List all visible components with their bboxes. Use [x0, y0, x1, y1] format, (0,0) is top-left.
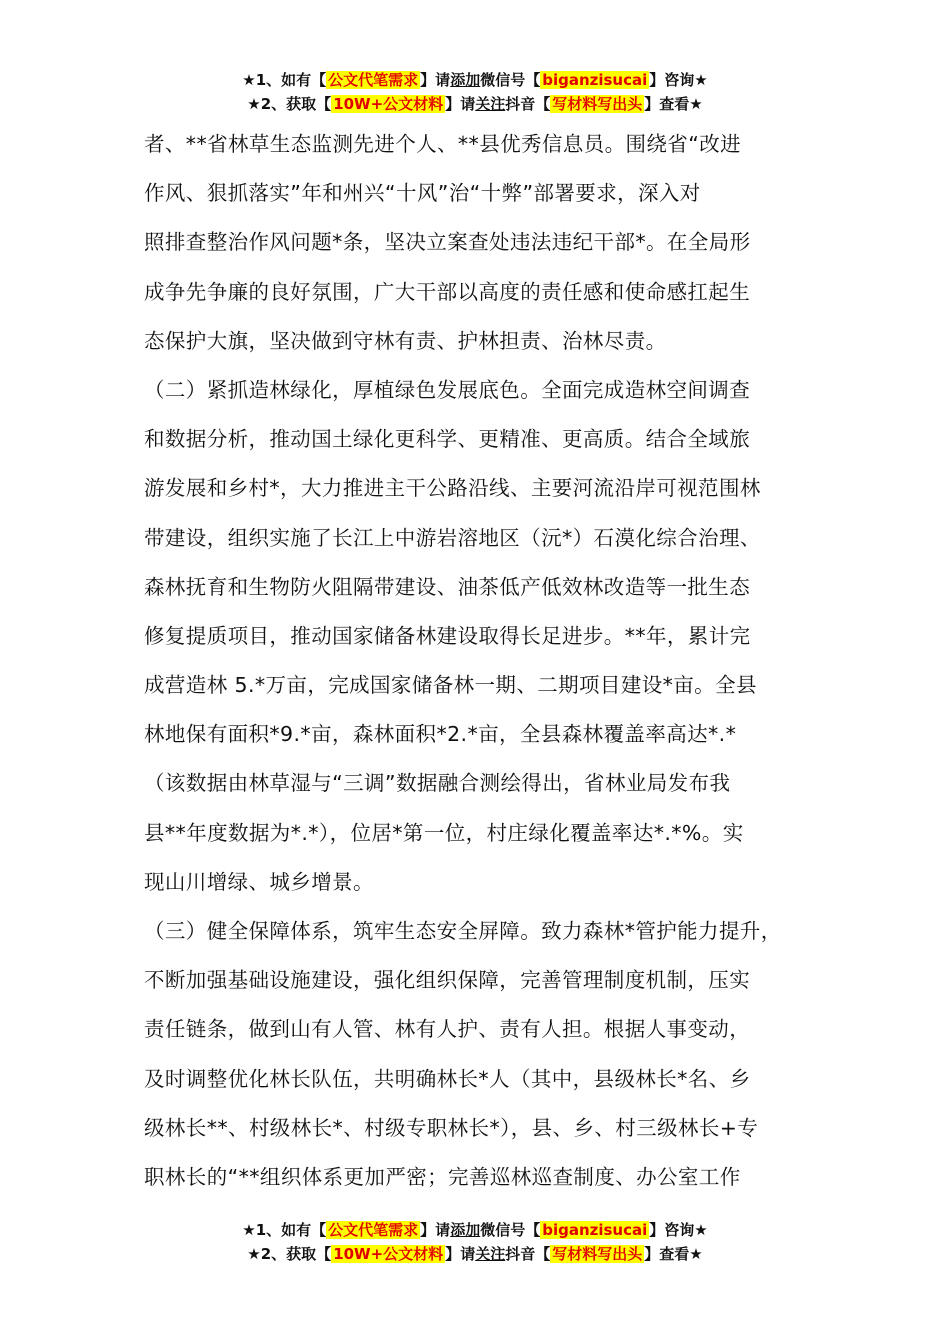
body-line: 照排查整治作风问题*条，坚决立案查处违法违纪干部*。在全局形 [144, 230, 751, 255]
section-heading-2: （二）紧抓造林绿化，厚植绿色发展底色。全面完成造林空间调查 [144, 377, 751, 402]
document-body [144, 120, 834, 1202]
body-line: 责任链条，做到山有人管、林有人护、责有人担。根据人事变动， [144, 1017, 751, 1042]
body-line: 游发展和乡村*，大力推进主干公路沿线、主要河流沿岸可视范围林 [144, 476, 761, 501]
body-line: 森林抚育和生物防火阻隔带建设、油茶低产低效林改造等一批生态 [144, 574, 751, 599]
body-line: 带建设，组织实施了长江上中游岩溶地区（沅*）石漠化综合治理、 [144, 525, 761, 550]
banner-line-1: ★1、如有【 公文代笔需求 】请添加微信号【 biganzisucai 】咨询★ [242, 71, 708, 89]
wechat-id: biganzisucai [542, 1221, 648, 1239]
body-line: 成营造林 5.*万亩，完成国家储备林一期、二期项目建设*亩。全县 [144, 673, 757, 698]
body-line: 级林长**、村级林长*、村级专职林长*），县、乡、村三级林长+专 [144, 1115, 759, 1140]
footer-banner [0, 1218, 950, 1266]
body-line: 者、**省林草生态监测先进个人、**县优秀信息员。围绕省“改进 [144, 132, 742, 156]
body-line: 成争先争廉的良好氛围，广大干部以高度的责任感和使命感扛起生 [144, 279, 751, 304]
body-line: 作风、狠抓落实”年和州兴“十风”治“十弊”部署要求，深入对 [144, 181, 701, 206]
body-line: 县**年度数据为*.*），位居*第一位，村庄绿化覆盖率达*.*%。实 [144, 820, 744, 845]
body-line: 和数据分析，推动国土绿化更科学、更精准、更高质。结合全域旅 [144, 427, 751, 452]
banner-line-2: ★2、获取【 10W+公文材料 】请关注抖音【 写材料写出头 】查看★ [247, 1245, 703, 1263]
wechat-id: biganzisucai [542, 71, 648, 89]
body-line: 现山川增绿、城乡增景。 [144, 869, 374, 894]
body-line: 修复提质项目，推动国家储备林建设取得长足进步。**年，累计完 [144, 623, 751, 648]
body-line: 林地保有面积*9.*亩，森林面积*2.*亩，全县森林覆盖率高达*.* [144, 722, 737, 747]
body-line: （该数据由林草湿与“三调”数据融合测绘得出，省林业局发布我 [144, 771, 731, 796]
banner-line-2: ★2、获取【 10W+公文材料 】请关注抖音【 写材料写出头 】查看★ [247, 95, 703, 113]
highlight-materials: 10W+公文材料 [333, 95, 444, 113]
body-line: 及时调整优化林长队伍，共明确林长*人（其中，县级林长*名、乡 [144, 1066, 751, 1091]
body-line: 不断加强基础设施建设，强化组织保障，完善管理制度机制，压实 [144, 968, 751, 993]
body-line: 态保护大旗，坚决做到守林有责、护林担责、治林尽责。 [144, 328, 667, 353]
highlight-service: 公文代笔需求 [328, 71, 419, 89]
section-heading-3: （三）健全保障体系，筑牢生态安全屏障。致力森林*管护能力提升， [144, 919, 782, 943]
banner-line-1: ★1、如有【 公文代笔需求 】请添加微信号【 biganzisucai 】咨询★ [242, 1221, 708, 1239]
highlight-materials: 10W+公文材料 [333, 1245, 444, 1263]
body-line: 职林长的“**组织体系更加严密；完善巡林巡查制度、办公室工作 [144, 1164, 741, 1189]
header-banner [0, 68, 950, 116]
highlight-service: 公文代笔需求 [328, 1221, 419, 1239]
douyin-account: 写材料写出头 [552, 1245, 643, 1263]
douyin-account: 写材料写出头 [552, 95, 643, 113]
